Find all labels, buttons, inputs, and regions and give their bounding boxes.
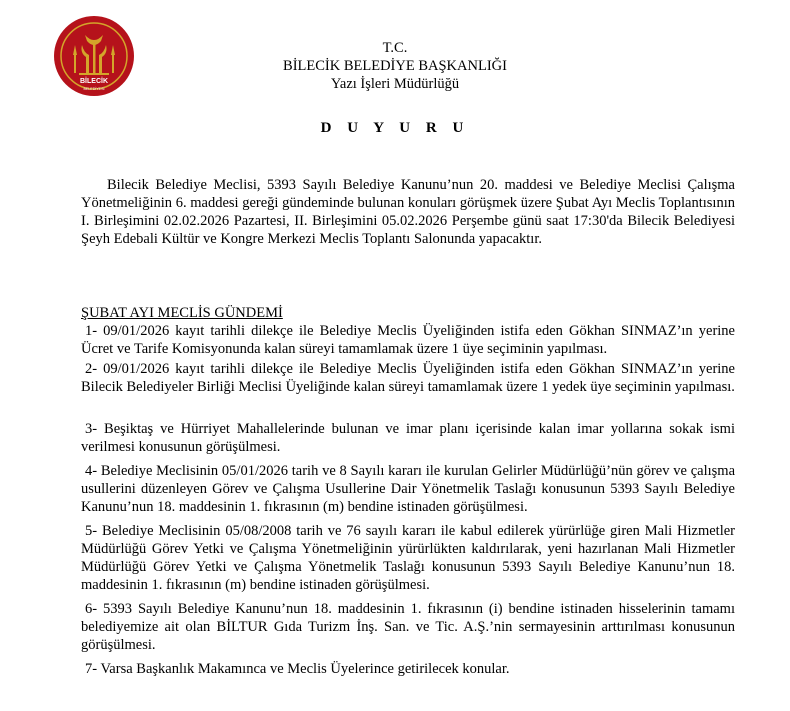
logo-subtext: BELEDİYESİ [83, 87, 105, 91]
agenda-item: 5- Belediye Meclisinin 05/08/2008 tarih ve 76 sayılı kararı ile kabul edilerek yürürlüğe giren Mali Hizmetler Müdürlüğü Görev Yetki ve Çalışma Yönetmeliğinin yürürlükten kaldırılarak, yeni hazırlanan Mali Hizmetler Müdürlüğü Görev Yetki ve Çalışma Yönetmelik Taslağı konusunun 5393 Sayılı Belediye Kanunu’nun 18. maddesinin 1. fıkrasının (m) bendine istinaden görüşülmesi. [81, 523, 735, 593]
announcement-title: D U Y U R U [320, 120, 470, 136]
header-department: Yazı İşleri Müdürlüğü [330, 76, 460, 92]
agenda-item: 7- Varsa Başkanlık Makamınca ve Meclis Üyelerince getirilecek konular. [85, 661, 510, 677]
agenda-item: 1- 09/01/2026 kayıt tarihli dilekçe ile Belediye Meclis Üyeliğinden istifa eden Gökhan SINMAZ’ın yerine Ücret ve Tarife Komisyonunda kalan süreyi tamamlamak üzere 1 üye seçiminin yapılması. [81, 323, 735, 357]
agenda-item: 2- 09/01/2026 kayıt tarihli dilekçe ile Belediye Meclis Üyeliğinden istifa eden Gökhan SINMAZ’ın yerine Bilecik Belediyeler Birliği Meclisi Üyeliğinde kalan süreyi tamamlamak üzere 1 yedek üye seçiminin yapılması. [81, 361, 735, 395]
agenda-title: ŞUBAT AYI MECLİS GÜNDEMİ [81, 305, 283, 321]
bilecik-belediyesi-logo [53, 15, 135, 97]
header-tc: T.C. [382, 40, 408, 56]
agenda-item: 3- Beşiktaş ve Hürriyet Mahallelerinde bulunan ve imar planı içerisinde kalan imar yollarına sokak ismi verilmesi konusunun görüşülmesi. [81, 421, 735, 455]
intro-paragraph: Bilecik Belediye Meclisi, 5393 Sayılı Belediye Kanunu’nun 20. maddesi ve Belediye Meclisi Çalışma Yönetmeliğinin 6. maddesi gereği gündeminde bulunan konuları görüşmek üzere Şubat Ayı Meclis Toplantısının I. Birleşimini 02.02.2026 Pazartesi, II. Birleşimini 05.02.2026 Perşembe günü saat 17:30'da Bilecik Belediyesi Şeyh Edebali Kültür ve Kongre Merkezi Meclis Toplantı Salonunda yapacaktır. [81, 177, 735, 247]
logo-text: BİLECİK [80, 78, 108, 85]
agenda-item: 4- Belediye Meclisinin 05/01/2026 tarih ve 8 Sayılı kararı ile kurulan Gelirler Müdürlüğü’nün görev ve çalışma usullerini düzenleyen Görev ve Çalışma Usullerine Dair Yönetmelik Taslağı konusunun 5393 Sayılı Belediye Kanunu’nun 18. maddesinin 1. fıkrasının (m) bendine istinaden görüşülmesi. [81, 463, 735, 515]
header-institution: BİLECİK BELEDİYE BAŞKANLIĞI [283, 58, 507, 74]
agenda-item: 6- 5393 Sayılı Belediye Kanunu’nun 18. maddesinin 1. fıkrasının (i) bendine istinaden hisselerinin tamamı belediyemize ait olan BİLTUR Gıda Turizm İnş. San. ve Tic. A.Ş.’nin sermayesinin arttırılması konusunun görüşülmesi. [81, 601, 735, 653]
logo-emblem-icon [53, 15, 135, 97]
